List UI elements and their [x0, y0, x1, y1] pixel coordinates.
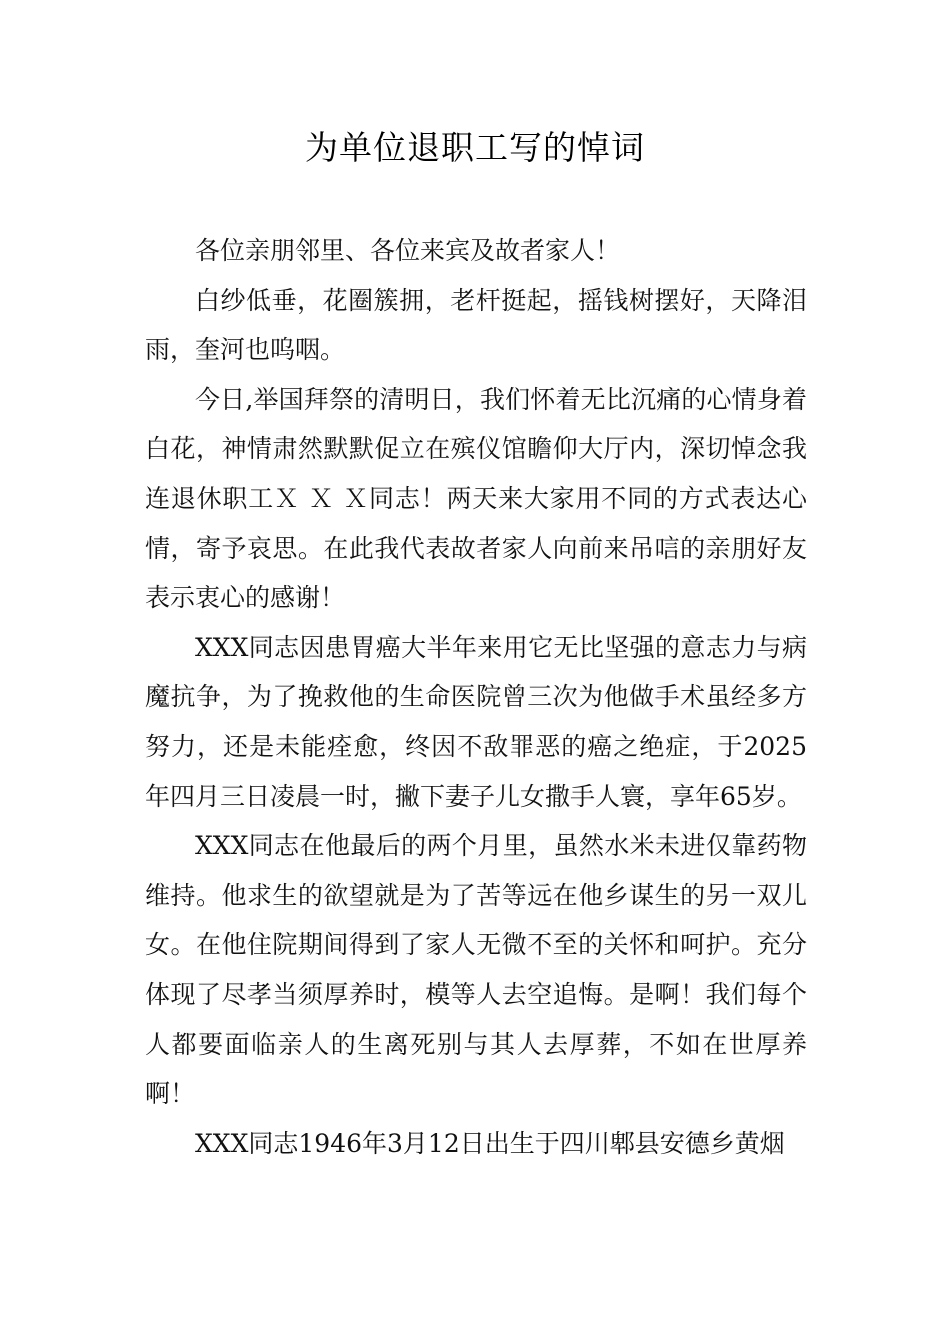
paragraph-illness: XXX同志因患胃癌大半年来用它无比坚强的意志力与病魔抗争，为了挽救他的生命医院曾三次为他做手术虽经多方努力，还是未能痊愈，终因不敌罪恶的癌之绝症，于2025年四月三日凌晨一时，撇下妻子儿女撒手人寰，享年65岁。: [145, 632, 807, 811]
document-title: 为单位退职工写的悼词: [305, 128, 645, 167]
paragraph-mourning: 今日,举国拜祭的清明日，我们怀着无比沉痛的心情身着白花，神情肃然默默促立在殡仪馆瞻仰大厅内，深切悼念我连退休职工Ｘ Ｘ Ｘ同志！两天来大家用不同的方式表达心情，寄予哀思。在此我代表故者家人向前来吊唁的亲朋好友表示衷心的感谢！: [145, 384, 807, 613]
paragraph-biography: XXX同志1946年3月12日出生于四川郫县安德乡黄烟: [195, 1128, 785, 1158]
paragraph-scene: 白纱低垂，花圈簇拥，老杆挺起，摇钱树摆好，天降泪雨，奎河也呜咽。: [145, 285, 807, 365]
document-body: [145, 226, 807, 1168]
paragraph-salutation: 各位亲朋邻里、各位来宾及故者家人！: [195, 236, 621, 265]
paragraph-last-months: XXX同志在他最后的两个月里，虽然水米未进仅靠药物维持。他求生的欲望就是为了苦等远在他乡谋生的另一双儿女。在他住院期间得到了家人无微不至的关怀和呵护。充分体现了尽孝当须厚养时，模等人去空追悔。是啊！我们每个人都要面临亲人的生离死别与其人去厚葬，不如在世厚养啊！: [145, 831, 807, 1109]
